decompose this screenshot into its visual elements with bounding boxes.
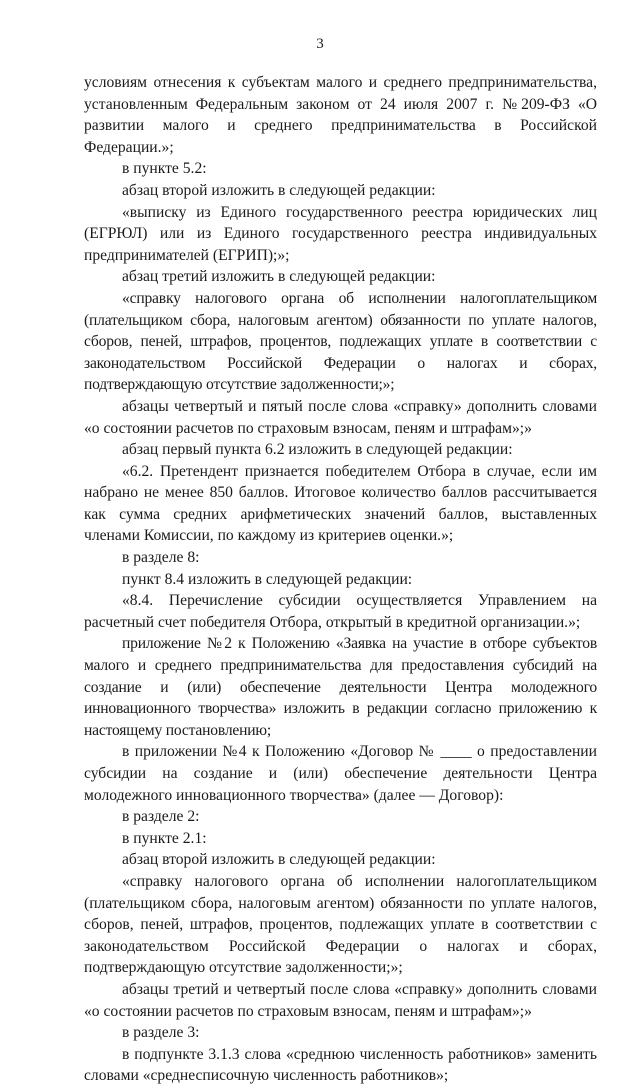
paragraph-17: абзац второй изложить в следующей редакции: — [122, 851, 436, 869]
paragraph-6: «справку налогового органа об исполнении налогоплательщиком (плательщиком сбора, налоговым агентом) обязанности по уплате налогов, сборов, пеней, штрафов, процентов, подлежащих уплате в соответствии с законодательством Российской Федерации о налогах и сборах, подтверждающую отсутствие задолженности;»; — [84, 289, 597, 394]
paragraph-15: в разделе 2: — [122, 808, 200, 826]
paragraph-2: в пункте 5.2: — [122, 160, 207, 178]
paragraph-10: в разделе 8: — [122, 549, 200, 567]
paragraph-21: в подпункте 3.1.3 слова «среднюю численность работников» заменить словами «среднесписочную численность работников»; — [84, 1045, 597, 1085]
paragraph-12: «8.4. Перечисление субсидии осуществляется Управлением на расчетный счет победителя Отбора, открытый в кредитной организации.»; — [84, 592, 597, 631]
page-number: 3 — [316, 36, 324, 52]
paragraph-8: абзац первый пункта 6.2 изложить в следующей редакции: — [122, 441, 513, 459]
paragraph-13: приложение №2 к Положению «Заявка на участие в отборе субъектов малого и среднего предпринимательства для предоставления субсидий на создание и (или) обеспечение деятельности Центра молодежного инновационного творчества» изложить в редакции согласно приложению к настоящему постановлению; — [84, 635, 597, 739]
paragraph-16: в пункте 2.1: — [122, 829, 207, 847]
paragraph-18: «справку налогового органа об исполнении налогоплательщиком (плательщиком сбора, налоговым агентом) обязанности по уплате налогов, сборов, пеней, штрафов, процентов, подлежащих уплате в соответствии с законодательством Российской Федерации о налогах и сборах, подтверждающую отсутствие задолженности;»; — [84, 872, 597, 977]
paragraph-11: пункт 8.4 изложить в следующей редакции: — [122, 570, 413, 588]
paragraph-4: «выписку из Единого государственного реестра юридических лиц (ЕГРЮЛ) или из Единого государственного реестра индивидуальных предпринимателей (ЕГРИП);»; — [84, 203, 597, 264]
paragraph-14: в приложении №4 к Положению «Договор № ____ о предоставлении субсидии на создание и (или) обеспечение деятельности Центра молодежного инновационного творчества» (далее — Договор): — [84, 743, 597, 804]
paragraph-5: абзац третий изложить в следующей редакции: — [122, 268, 436, 286]
paragraph-20: в разделе 3: — [122, 1024, 200, 1042]
paragraph-9: «6.2. Претендент признается победителем Отбора в случае, если им набрано не менее 850 баллов. Итоговое количество баллов рассчитывается как сумма средних арифметических значений баллов, выставленных членами Комиссии, по каждому из критериев оценки.»; — [84, 462, 597, 545]
paragraph-19: абзацы третий и четвертый после слова «справку» дополнить словами «о состоянии расчетов по страховым взносам, пеням и штрафам»;» — [84, 980, 597, 1020]
paragraph-7: абзацы четвертый и пятый после слова «справку» дополнить словами «о состоянии расчетов по страховым взносам, пеням и штрафам»;» — [84, 397, 597, 437]
paragraph-1: условиям отнесения к субъектам малого и среднего предпринимательства, установленным Федеральным законом от 24 июля 2007 г. №209-ФЗ «О развитии малого и среднего предпринимательства в Российской Федерации.»; — [84, 74, 597, 156]
document-body — [84, 72, 597, 1087]
paragraph-3: абзац второй изложить в следующей редакции: — [122, 181, 436, 199]
